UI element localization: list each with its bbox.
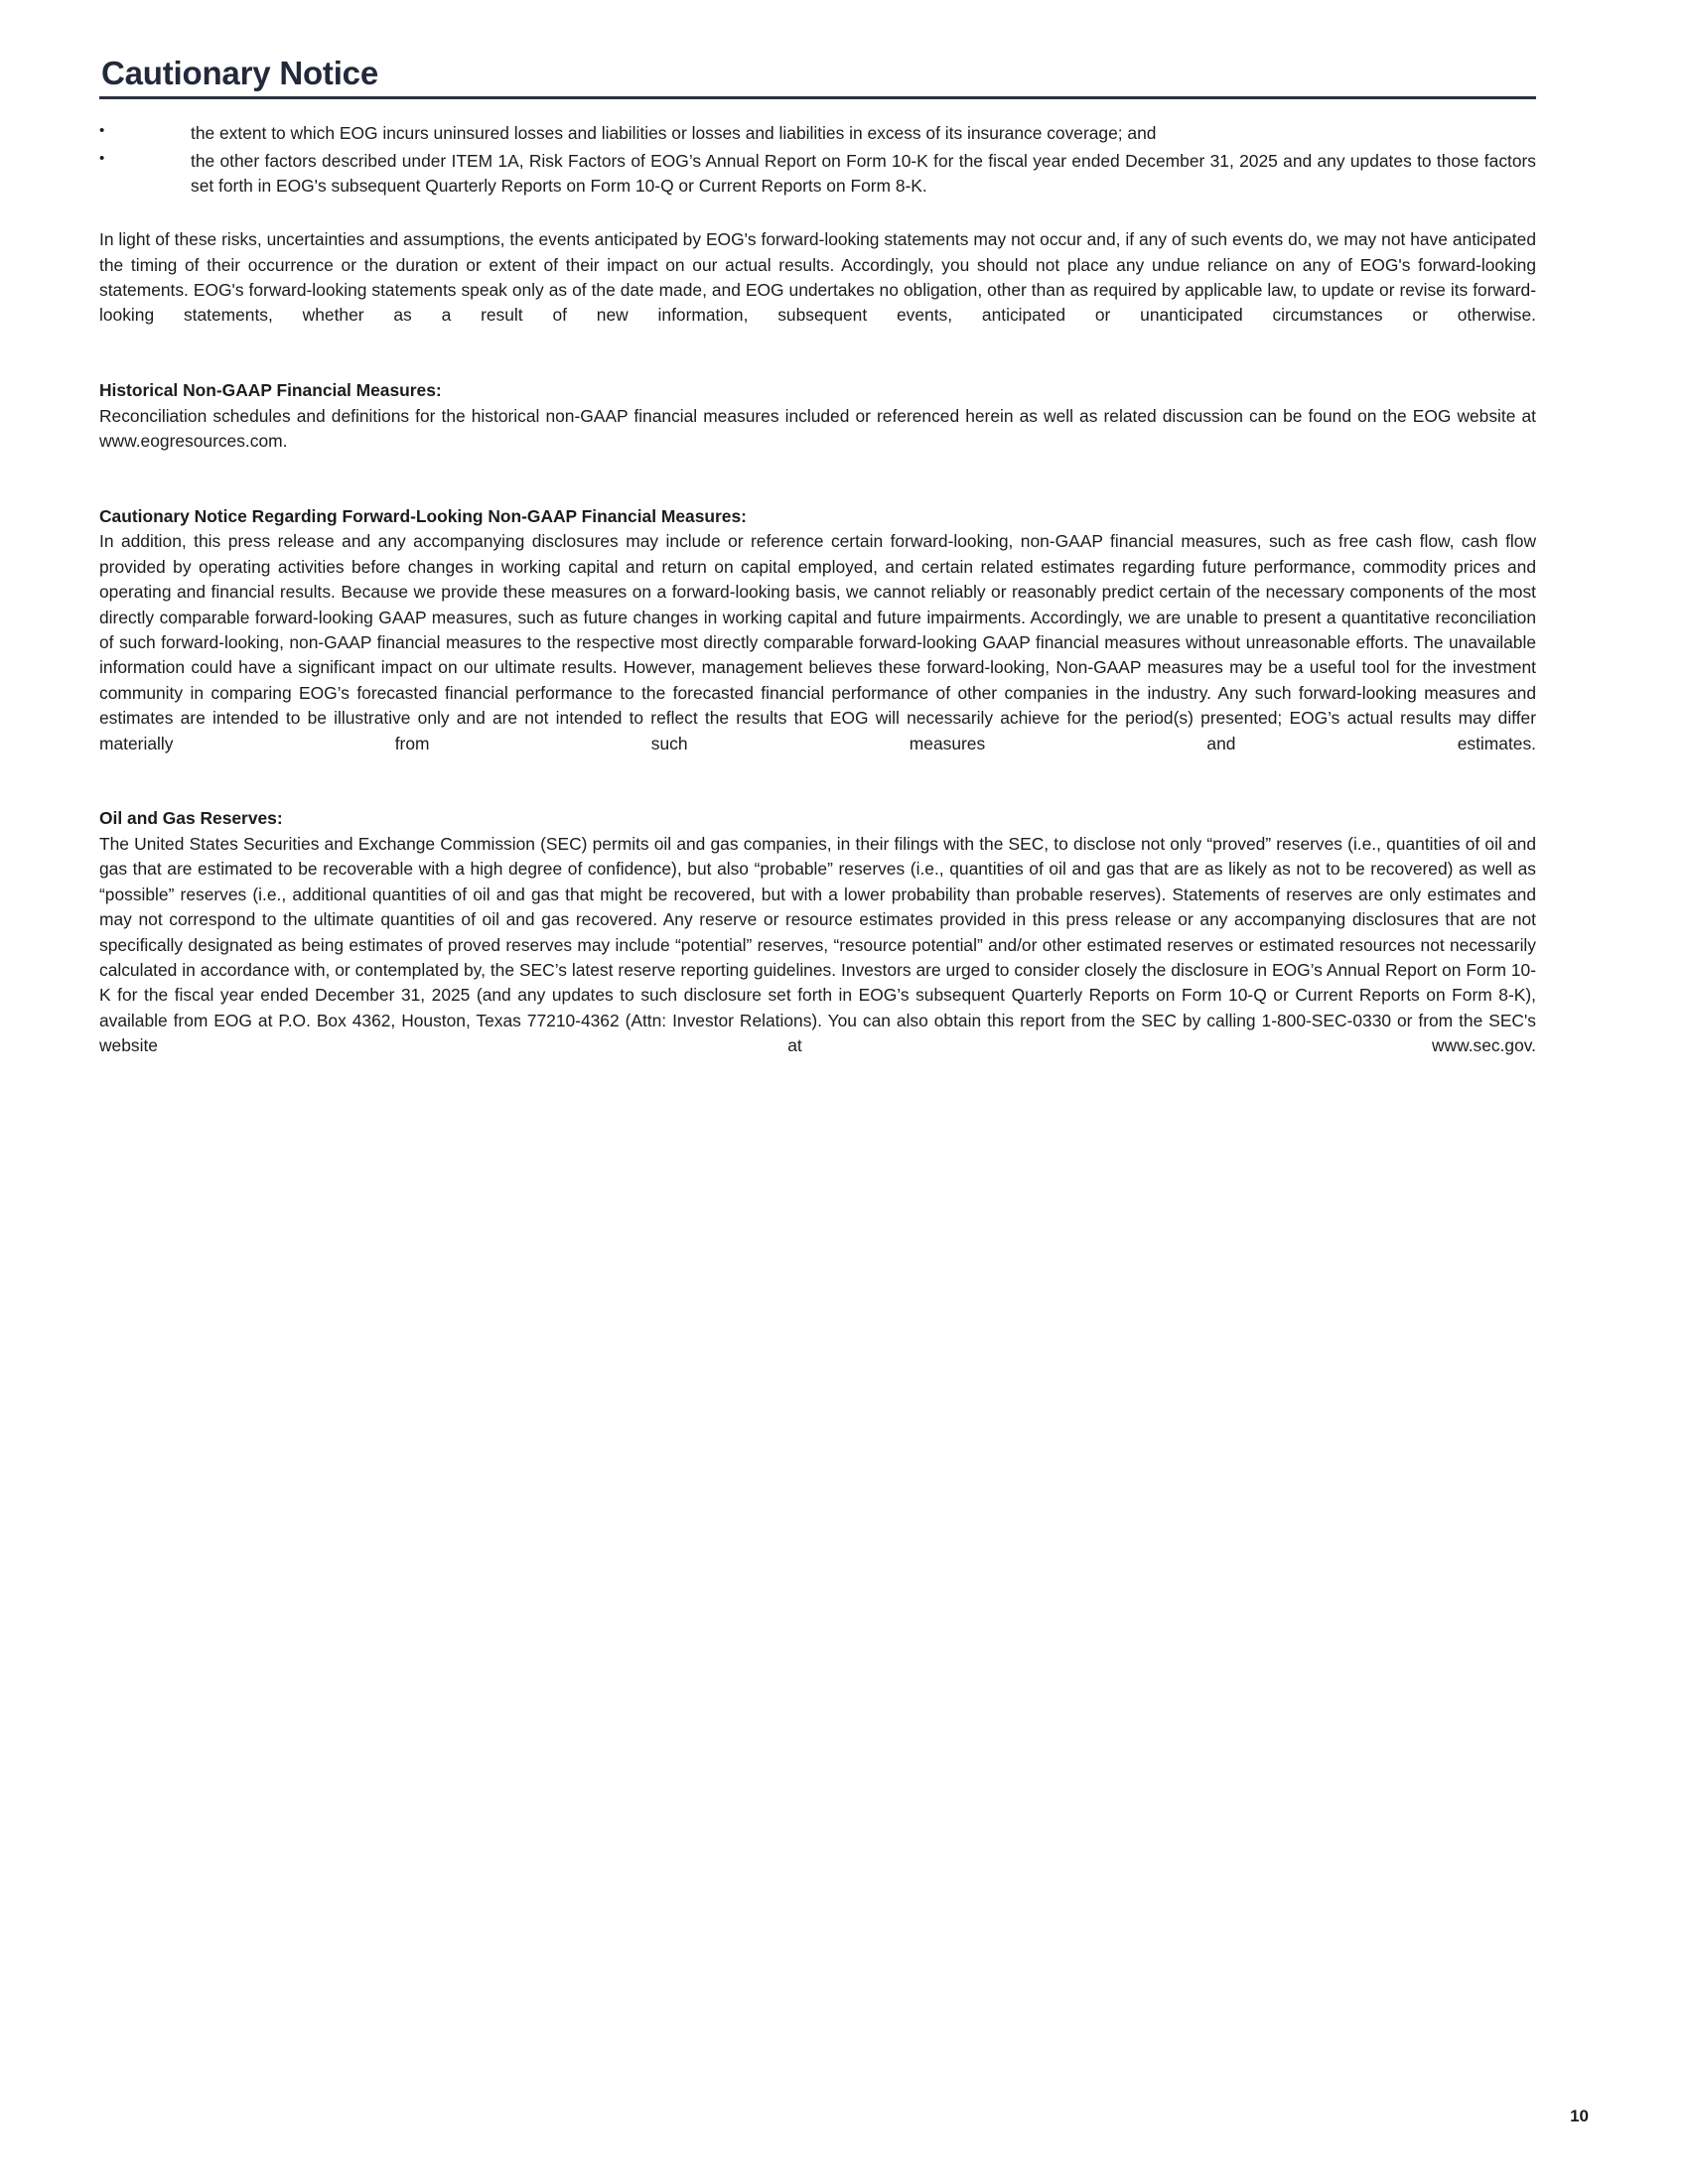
list-item: • the other factors described under ITEM 1A, Risk Factors of EOG’s Annual Report on Form 10-K for the fiscal year ended December 31, 2025 and any updates to those factors set forth in EOG's subsequent Quarterly Reports on Form 10-Q or Current Reports on Form 8-K. (99, 149, 1536, 199)
section-heading: Historical Non-GAAP Financial Measures: (99, 380, 442, 401)
page-number: 10 (1570, 2107, 1589, 2125)
intro-paragraph: In light of these risks, uncertainties and assumptions, the events anticipated by EOG's forward-looking statements may not occur and, if any of such events do, we may not have anticipated the timing of their occurrence or the duration or extent of their impact on our actual results. Accordingly, you should not place any undue reliance on any of EOG's forward-looking statements. EOG's forward-looking statements speak only as of the date made, and EOG undertakes no obligation, other than as required by applicable law, to update or revise its forward-looking statements, whether as a result of new information, subsequent events, anticipated or unanticipated circumstances or otherwise. (99, 229, 1536, 326)
section-body: Reconciliation schedules and definitions for the historical non-GAAP financial measures included or referenced herein as well as related discussion can be found on the EOG website at www.eogresources.com. (99, 405, 1536, 452)
section-heading: Cautionary Notice Regarding Forward-Looking Non-GAAP Financial Measures: (99, 505, 747, 526)
risk-factor-bullet-list (99, 121, 1536, 199)
section-body: In addition, this press release and any accompanying disclosures may include or reference certain forward-looking, non-GAAP financial measures, such as free cash flow, cash flow provided by operating activities before changes in working capital and return on capital employed, and certain related estimates regarding future performance, commodity prices and operating and financial results. Because we provide these measures on a forward-looking basis, we cannot reliably or reasonably predict certain of the necessary components of the most directly comparable forward-looking GAAP measures, such as future changes in working capital and future impairments. Accordingly, we are unable to present a quantitative reconciliation of such forward-looking, non-GAAP financial measures to the respective most directly comparable forward-looking GAAP financial measures without unreasonable efforts. The unavailable information could have a significant impact on our ultimate results. However, management believes these forward-looking, Non-GAAP measures may be a useful tool for the investment community in comparing EOG’s forecasted financial performance to the forecasted financial performance of other companies in the industry. Any such forward-looking measures and estimates are intended to be illustrative only and are not intended to reflect the results that EOG will necessarily achieve for the period(s) presented; EOG’s actual results may differ materially from such measures and estimates. (99, 531, 1536, 753)
page-content (99, 55, 1536, 1084)
section-forward-looking-non-gaap (99, 505, 1536, 782)
page-title: Cautionary Notice (101, 55, 378, 91)
section-heading: Oil and Gas Reserves: (99, 808, 283, 829)
title-divider (99, 96, 1536, 99)
spacer (99, 202, 1536, 227)
section-oil-and-gas-reserves (99, 807, 1536, 1084)
list-item: • the extent to which EOG incurs uninsured losses and liabilities or losses and liabilities in excess of its insurance coverage; and (99, 121, 1536, 146)
section-historical-non-gaap (99, 379, 1536, 479)
section-body: The United States Securities and Exchange Commission (SEC) permits oil and gas companies, in their filings with the SEC, to disclose not only “proved” reserves (i.e., quantities of oil and gas that are estimated to be recoverable with a high degree of confidence), but also “probable” reserves (i.e., quantities of oil and gas that are as likely as not to be recovered) as well as “possible” reserves (i.e., additional quantities of oil and gas that might be recovered, but with a lower probability than probable reserves). Statements of reserves are only estimates and may not correspond to the ultimate quantities of oil and gas recovered. Any reserve or resource estimates provided in this press release or any accompanying disclosures that are not specifically designated as being estimates of proved reserves may include “potential” reserves, “resource potential” and/or other estimated reserves or estimated resources not necessarily calculated in accordance with, or contemplated by, the SEC’s latest reserve reporting guidelines. Investors are urged to consider closely the disclosure in EOG’s Annual Report on Form 10-K for the fiscal year ended December 31, 2025 (and any updates to such disclosure set forth in EOG’s subsequent Quarterly Reports on Form 10-Q or Current Reports on Form 8-K), available from EOG at P.O. Box 4362, Houston, Texas 77210-4362 (Attn: Investor Relations). You can also obtain this report from the SEC by calling 1-800-SEC-0330 or from the SEC's website at www.sec.gov. (99, 833, 1536, 1056)
